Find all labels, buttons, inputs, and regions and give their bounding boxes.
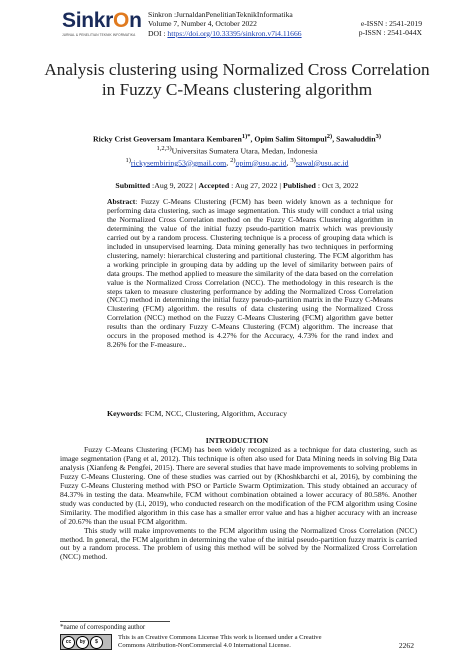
author-block <box>20 132 454 167</box>
logo-wordmark: SinkrOn <box>62 9 142 32</box>
pissn: p-ISSN : 2541-044X <box>358 28 422 38</box>
license-text: This is an Creative Commons License This work is licensed under a Creative Commons Attribution-NonCommercial 4.0 International License. <box>118 634 322 649</box>
abstract-label: Abstract <box>107 197 136 206</box>
journal-header <box>0 8 474 52</box>
author-emails: $^{1)}$rickysembiring53@gmail.com, $^{2)}$opim@usu.ac.id, $^{3)}$sawal@usu.ac.id <box>125 156 349 168</box>
journal-doi: DOI : https://doi.org/10.33395/sinkron.v7i4.11666 <box>148 28 302 38</box>
journal-info <box>148 10 302 38</box>
author-2: Opim Salim Sitompul <box>254 134 327 144</box>
cc-icon: cc <box>62 636 75 649</box>
logo-subtitle: JURNAL & PENELITIAN TEKNIK INFORMATIKA <box>62 33 136 37</box>
intro-paragraph-1: Fuzzy C-Means Clustering (FCM) has been widely recognized as a technique for data clustering, such as image segmentation (Pang et al, 2012). This technique is often also used for Data Mining needs in solving Big Data analysis (Xianfeng & Pengfei, 2015). There are several studies that have made improvements to solving problems in Fuzzy C-Means Clustering. One of these studies was carried out by (Khoshkbarchi et al, 2016), by combining the Fuzzy C-Means Clustering method with PSO or Particle Swarm Optimization. This study obtained an accuracy of 84.37% in testing the data. Meanwhile, FCM without combination obtained a lower accuracy of 80.58%. Another study was conducted by (Li, 2019), who conducted research on the modification of the FCM algorithm using Cosine Similarity. The modified algorithm in this case has a smaller error value and has a higher accuracy with an increase of 20.67% than the usual FCM algorithm. <box>60 445 417 526</box>
intro-paragraph-2: This study will make improvements to the FCM algorithm using the Normalized Cross Correlation (NCC) method. In general, the FCM algorithm in determining the value of the initial pseudo-partition fuzzy matrix is carried out by a random process. The problem of using this method will be solved by the Normalized Cross Correlation (NCC) method. <box>60 525 417 562</box>
author-3: Sawaluddin <box>336 134 376 144</box>
author-names: Ricky Crist Geoversam Imantara Kembaren$^{1)*}$, Opim Salim Sitompul$^{2)}$, Sawaluddin$^{3)}$ <box>93 133 381 144</box>
introduction-body <box>60 446 417 562</box>
footnote: *name of corresponding author <box>60 624 146 631</box>
email-link-3[interactable]: sawal@usu.ac.id <box>295 158 349 168</box>
author-1: Ricky Crist Geoversam Imantara Kembaren <box>93 134 242 144</box>
eissn: e-ISSN : 2541-2019 <box>360 19 422 28</box>
journal-volume: Volume 7, Number 4, October 2022 <box>148 19 257 29</box>
affiliation: $^{1,2,3)}$Universitas Sumatera Utara, Medan, Indonesia <box>156 144 318 156</box>
journal-logo <box>62 10 142 37</box>
section-heading-introduction: INTRODUCTION <box>205 436 269 445</box>
issn-block <box>359 19 422 38</box>
abstract <box>107 198 393 350</box>
doi-link[interactable]: https://doi.org/10.33395/sinkron.v7i4.11666 <box>167 28 302 38</box>
paper-title: Analysis clustering using Normalized Cross Correlation in Fuzzy C-Means clustering algorithm <box>44 60 430 99</box>
abstract-text: : Fuzzy C-Means Clustering (FCM) has been widely known as a technique for performing data clustering, such as image segmentation. This study will conduct a trial using the Normalized Cross Correlation method on the Fuzzy C-Means Clustering algorithm in determining the value of the initial fuzzy pseudo-partition matrix which was previously carried out by a random process. Clustering technique is a process of grouping data which is included in unsupervised learning. Data mining generally has two techniques in performing clustering, namely: hierarchical clustering and partitional clustering. The FCM algorithm has a working principle in grouping data by adding up the level of similarity between pairs of data groups. The method applied to measure the similarity of the data based on the correlation value is the Normalized Cross Correlation (NCC). The methodology in this research is the steps taken to measure clustering performance by adding the Normalized Cross Correlation (NCC) method in determining the initial fuzzy pseudo-partition matrix in the Fuzzy C-Means Clustering (FCM) algorithm. the results of data clustering using the Normalized Cross Correlation (NCC) method on the Fuzzy C-Means Clustering (FCM) algorithm gave better results than the ordinary Fuzzy C-Means Clustering (FCM) algorithm. The increase that occurs in the proposed method is 4.27% for the Accuracy, 4.73% for the rand index and 8.26% for the F-measure.. <box>107 197 393 350</box>
page-number: 2262 <box>398 641 414 650</box>
journal-name: Sinkron :JurnaldanPenelitianTeknikInformatika <box>148 10 293 19</box>
email-link-1[interactable]: rickysembiring53@gmail.com <box>130 158 227 168</box>
email-link-2[interactable]: opim@usu.ac.id <box>235 158 287 168</box>
keywords: Keywords: FCM, NCC, Clustering, Algorithm, Accuracy <box>107 409 287 418</box>
by-icon: by <box>76 636 89 649</box>
footnote-divider <box>60 621 170 622</box>
nc-icon: $ <box>90 636 103 649</box>
cc-license-badge <box>60 634 112 650</box>
submission-dates: Submitted :Aug 9, 2022 | Accepted : Aug 27, 2022 | Published : Oct 3, 2022 <box>115 181 359 190</box>
